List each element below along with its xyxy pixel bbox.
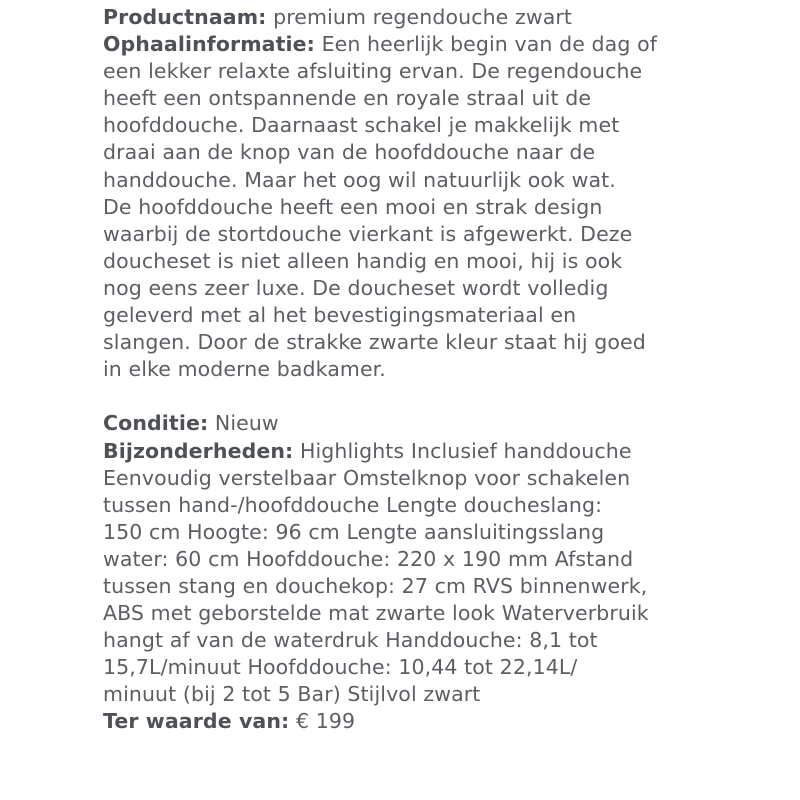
- details-line-0: [103, 438, 793, 465]
- product-name-label: Productnaam:: [103, 5, 267, 29]
- value-label: Ter waarde van:: [103, 709, 290, 734]
- product-name-value: premium regendouche zwart: [273, 5, 573, 29]
- condition-line: [103, 410, 793, 437]
- details-line-2: tussen hand-/hoofddouche Lengte doucheslang:: [103, 492, 603, 517]
- pickup-info-line-7: waarbij de stortdouche vierkant is afgewerkt. Deze: [103, 221, 633, 246]
- pickup-info-label: Ophaalinformatie:: [103, 32, 315, 57]
- pickup-info-line-2: heeft een ontspannende en royale straal uit de: [103, 86, 592, 111]
- details-line-7: hangt af van de waterdruk Handdouche: 8,1 tot: [103, 628, 598, 653]
- pickup-info-text: Een heerlijk begin van de dag of: [321, 32, 658, 57]
- details-line-6: ABS met geborstelde mat zwarte look Waterverbruik: [103, 601, 649, 626]
- details-text: Highlights Inclusief handdouche: [299, 438, 632, 463]
- value-amount: € 199: [295, 709, 356, 734]
- pickup-info-line-11: slangen. Door de strakke zwarte kleur staat hij goed: [103, 330, 646, 355]
- details-line-9: minuut (bij 2 tot 5 Bar) Stijlvol zwart: [103, 682, 481, 707]
- pickup-info-line-1: een lekker relaxte afsluiting ervan. De regendouche: [103, 59, 643, 84]
- pickup-info-line-10: geleverd met al het bevestigingsmateriaal en: [103, 303, 577, 328]
- details-label: Bijzonderheden:: [103, 438, 294, 463]
- details-line-3: 150 cm Hoogte: 96 cm Lengte aansluitingsslang: [103, 519, 605, 544]
- details-line-5: tussen stang en douchekop: 27 cm RVS binnenwerk,: [103, 573, 648, 598]
- pickup-info-line-9: nog eens zeer luxe. De doucheset wordt volledig: [103, 275, 609, 300]
- section-spacer: [103, 383, 793, 410]
- pickup-info-line-5: handdouche. Maar het oog wil natuurlijk ook wat.: [103, 167, 616, 192]
- pickup-info-line-6: De hoofddouche heeft een mooi en strak design: [103, 194, 603, 219]
- value-line: [103, 708, 793, 735]
- pickup-info-line-8: doucheset is niet alleen handig en mooi, hij is ook: [103, 248, 623, 273]
- details-line-4: water: 60 cm Hoofddouche: 220 x 190 mm Afstand: [103, 546, 634, 571]
- pickup-info-line-4: draai aan de knop van de hoofddouche naar de: [103, 140, 596, 165]
- condition-label: Conditie:: [103, 411, 209, 436]
- condition-value: Nieuw: [214, 411, 279, 436]
- details-line-1: Eenvoudig verstelbaar Omstelknop voor schakelen: [103, 465, 631, 490]
- product-description: [103, 4, 793, 736]
- pickup-info-line-12: in elke moderne badkamer.: [103, 357, 386, 382]
- pickup-info-line-0: [103, 31, 793, 58]
- pickup-info-line-3: hoofddouche. Daarnaast schakel je makkelijk met: [103, 113, 620, 138]
- product-name-line: [103, 4, 793, 31]
- details-line-8: 15,7L/minuut Hoofddouche: 10,44 tot 22,14L/: [103, 655, 578, 680]
